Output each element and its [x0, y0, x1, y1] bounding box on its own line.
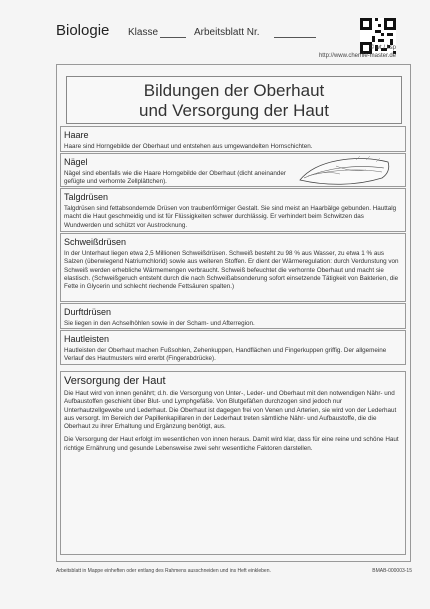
- section-heading: Hautleisten: [64, 334, 110, 344]
- sheet-number-blank-line: [274, 37, 316, 38]
- fingernail-illustration: [296, 150, 392, 192]
- section-text: Haare sind Horngebilde der Oberhaut und entstehen aus umgewandelten Hornschichten.: [64, 143, 313, 150]
- section-text: Talgdrüsen sind fettabsondernde Drüsen von traubenförmiger Gestalt. Sie sind meist an Haarbälge gebunden. Hauttalg macht die Haut geschmeidig und ist für Flüssigkeiten schwer durchlässig. Er verhindert beim Schwitzen das Wundwerden und schützt vor Austrocknung.: [64, 205, 397, 229]
- subject-label: Biologie: [56, 22, 110, 39]
- section-text-2: Die Versorgung der Haut erfolgt im wesentlichen von innen heraus. Damit wird klar, dass für eine reine und schöne Haut richtige Ernährung und gesunde Lebensweise zwei sehr wesentliche Faktoren darstellen.: [64, 436, 399, 452]
- section-text: Nägel sind ebenfalls wie die Haare Horngebilde der Oberhaut (dicht aneinander gefügte und verhornte Zellplättchen).: [64, 170, 286, 186]
- copyright-block: [319, 44, 396, 60]
- section-schweissdruesen: [60, 233, 406, 302]
- title-box: [66, 76, 402, 124]
- title-line-1: Bildungen der Oberhaut: [143, 81, 325, 100]
- section-heading: Schweißdrüsen: [64, 237, 127, 247]
- copyright-text: © wt / ksp: [369, 45, 396, 51]
- footer: [56, 568, 412, 574]
- class-blank-line: [160, 37, 186, 38]
- section-text: In der Unterhaut liegen etwa 2,5 Millionen Schweißdrüsen. Schweiß besteht zu 98 % aus Wasser, zu etwa 1 % aus Salzen (überwiegend Natriumchlorid) sowie aus weiteren Stoffen. Er dient der Wärmeregulation: durch Verdunstung von Schweiß werden erhebliche Wärmemengen verbraucht. Schweiß befeuchtet die verhornte Oberhaut und macht sie elastisch. (Schweißgeruch entsteht durch die nach Schweißabsonderung sofort einsetzende Tätigkeit von Bakterien, die Fette in Glycerin und schlecht riechende Fettsäuren spalten.): [64, 250, 399, 291]
- footer-code: BMAB-000003-15: [372, 568, 412, 574]
- section-haare: [60, 126, 406, 152]
- sheet-number-label: Arbeitsblatt Nr.: [194, 27, 260, 38]
- section-durftdruesen: [60, 303, 406, 329]
- section-versorgung: [60, 371, 406, 555]
- section-heading: Haare: [64, 130, 89, 140]
- footer-instruction: Arbeitsblatt in Mappe einheften oder entlang des Rahmens ausschneiden und ins Heft einkleben.: [56, 568, 271, 574]
- website-url: http://www.chemie-master.de: [318, 53, 396, 59]
- section-heading: Durftdrüsen: [64, 307, 112, 317]
- section-hautleisten: [60, 330, 406, 365]
- section-text-1: Die Haut wird von innen genährt; d.h. die Versorgung von Unter-, Leder- und Oberhaut mit den notwendigen Nähr- und Aufbaustoffen geschieht über Blut- und Lymphgefäße. Von Blutgefäßen durchzogen sind jedoch nur Unterhautzellgewebe und Lederhaut. Die Oberhaut ist dagegen frei von Venen und Arterien, sie wird von der Lederhaut aus versorgt. Im Bereich der Papillenkapillaren in der Lederhaut treten sämtliche Nähr- und Aufbaustoffe, die die Oberhaut zu ihrer Erhaltung und Ergänzung benötigt, aus.: [64, 390, 397, 431]
- section-text: Hautleisten der Oberhaut machen Fußsohlen, Zehenkuppen, Handflächen und Fingerkuppen griffig. Der allgemeine Verlauf des Hautmusters wird ererbt (Fingerabdrücke).: [64, 347, 387, 363]
- section-text: Sie liegen in den Achselhöhlen sowie in der Scham- und Afterregion.: [64, 320, 255, 327]
- section-talgdruesen: [60, 188, 406, 232]
- section-heading: Talgdrüsen: [64, 192, 109, 202]
- class-label: Klasse: [128, 27, 159, 38]
- section-heading: Versorgung der Haut: [64, 375, 166, 387]
- section-heading: Nägel: [64, 157, 88, 167]
- title-line-2: und Versorgung der Haut: [139, 101, 329, 120]
